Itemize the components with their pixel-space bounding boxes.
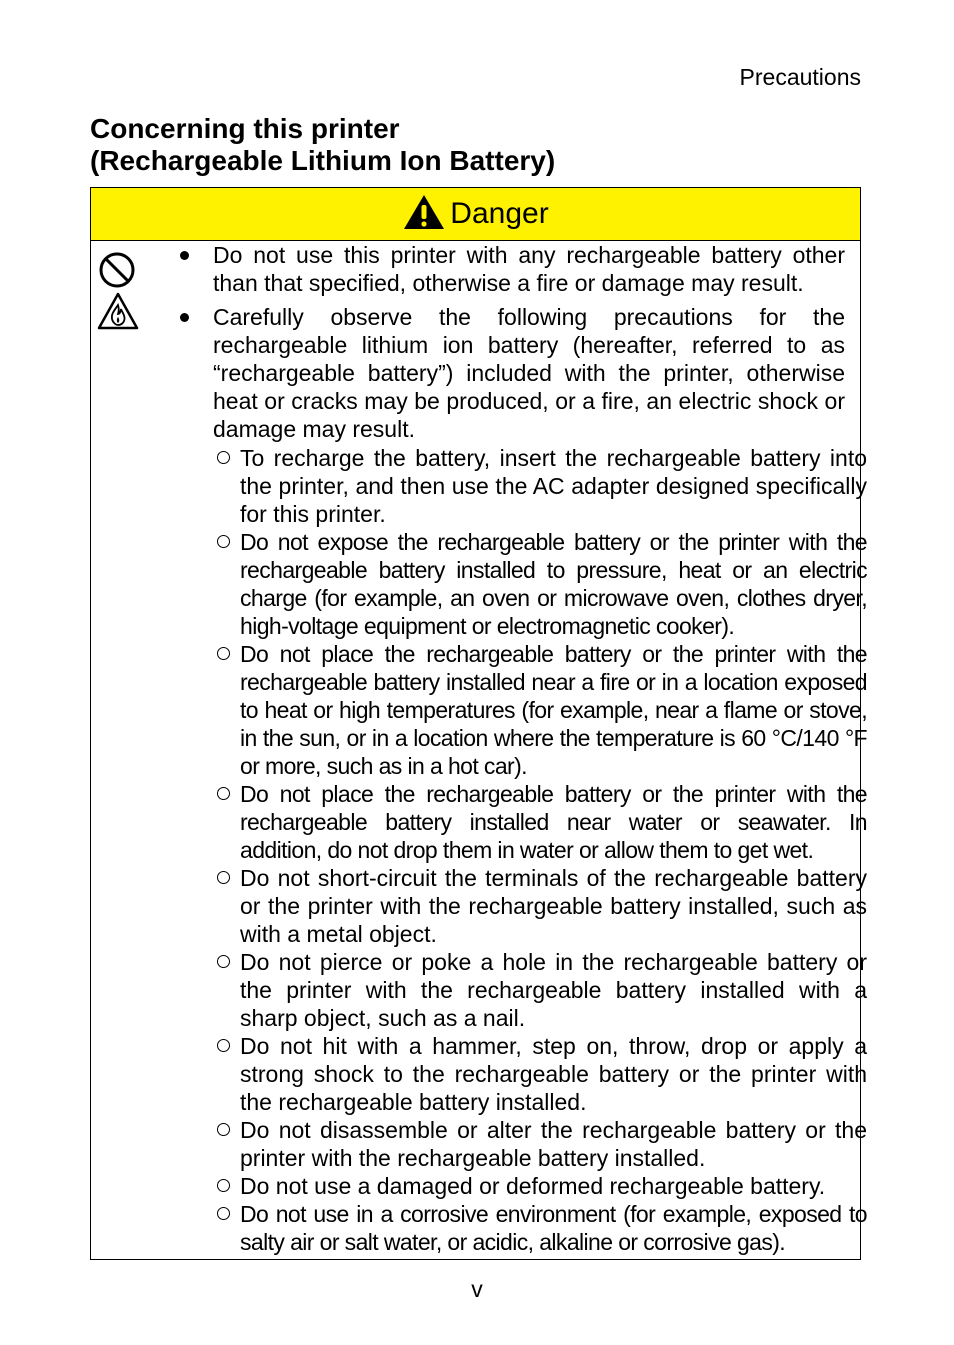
section-title-line-1: Concerning this printer: [90, 113, 400, 144]
warning-triangle-icon: [402, 193, 446, 231]
danger-label: Danger: [450, 197, 549, 230]
precaution-item: To recharge the battery, insert the rechargeable battery into the printer, and then use the AC adapter designed specifically for this printer.: [177, 444, 867, 528]
precaution-item: Do not place the rechargeable battery or the printer with the rechargeable battery installed near a fire or in a location exposed to heat or high temperatures (for example, near a flame or stove, in the sun, or in a location where the temperature is 60 °C/140 °F or more, such as in a hot car).: [177, 640, 867, 780]
precaution-item: Do not disassemble or alter the rechargeable battery or the printer with the rechargeable battery installed.: [177, 1116, 867, 1172]
danger-content: [177, 241, 867, 1256]
circle-bullet-icon: [217, 1179, 230, 1192]
bullet-text: Carefully observe the following precautions for the rechargeable lithium ion battery (hereafter, referred to as “rechargeable battery”) included with the printer, otherwise heat or cracks may be produced, or a fire, an electric shock or damage may result.: [213, 304, 845, 442]
running-head: Precautions: [739, 64, 861, 90]
hazard-icons: [97, 250, 139, 332]
page-number: v: [471, 1276, 483, 1302]
danger-box: [90, 187, 867, 1260]
precaution-item: Do not use a damaged or deformed rechargeable battery.: [177, 1172, 867, 1200]
circle-bullet-icon: [217, 451, 230, 464]
section-title: [90, 113, 555, 177]
prohibition-icon: [97, 250, 137, 290]
circle-bullet-icon: [217, 535, 230, 548]
danger-header: [91, 188, 860, 241]
fire-hazard-icon: [97, 292, 139, 330]
circle-bullet-icon: [217, 871, 230, 884]
precaution-item: Do not hit with a hammer, step on, throw, drop or apply a strong shock to the rechargeable battery or the printer with the rechargeable battery installed.: [177, 1032, 867, 1116]
precaution-list: [177, 444, 867, 1256]
precaution-item: Do not use in a corrosive environment (for example, exposed to salty air or salt water, or acidic, alkaline or corrosive gas).: [177, 1200, 867, 1256]
circle-bullet-icon: [217, 787, 230, 800]
precaution-item: Do not pierce or poke a hole in the rechargeable battery or the printer with the rechargeable battery installed with a sharp object, such as a nail.: [177, 948, 867, 1032]
bullet-item: Do not use this printer with any rechargeable battery other than that specified, otherwise a fire or damage may result.: [177, 241, 845, 297]
circle-bullet-icon: [217, 1207, 230, 1220]
precaution-item: Do not expose the rechargeable battery or the printer with the rechargeable battery installed to pressure, heat or an electric charge (for example, an oven or microwave oven, clothes dryer, high-voltage equipment or electromagnetic cooker).: [177, 528, 867, 640]
circle-bullet-icon: [217, 955, 230, 968]
section-title-line-2: (Rechargeable Lithium Ion Battery): [90, 145, 556, 176]
circle-bullet-icon: [217, 647, 230, 660]
circle-bullet-icon: [217, 1039, 230, 1052]
precaution-item: Do not place the rechargeable battery or the printer with the rechargeable battery installed near water or seawater. In addition, do not drop them in water or allow them to get wet.: [177, 780, 867, 864]
precaution-item: Do not short-circuit the terminals of the rechargeable battery or the printer with the rechargeable battery installed, such as with a metal object.: [177, 864, 867, 948]
circle-bullet-icon: [217, 1123, 230, 1136]
bullet-item: [177, 303, 845, 443]
